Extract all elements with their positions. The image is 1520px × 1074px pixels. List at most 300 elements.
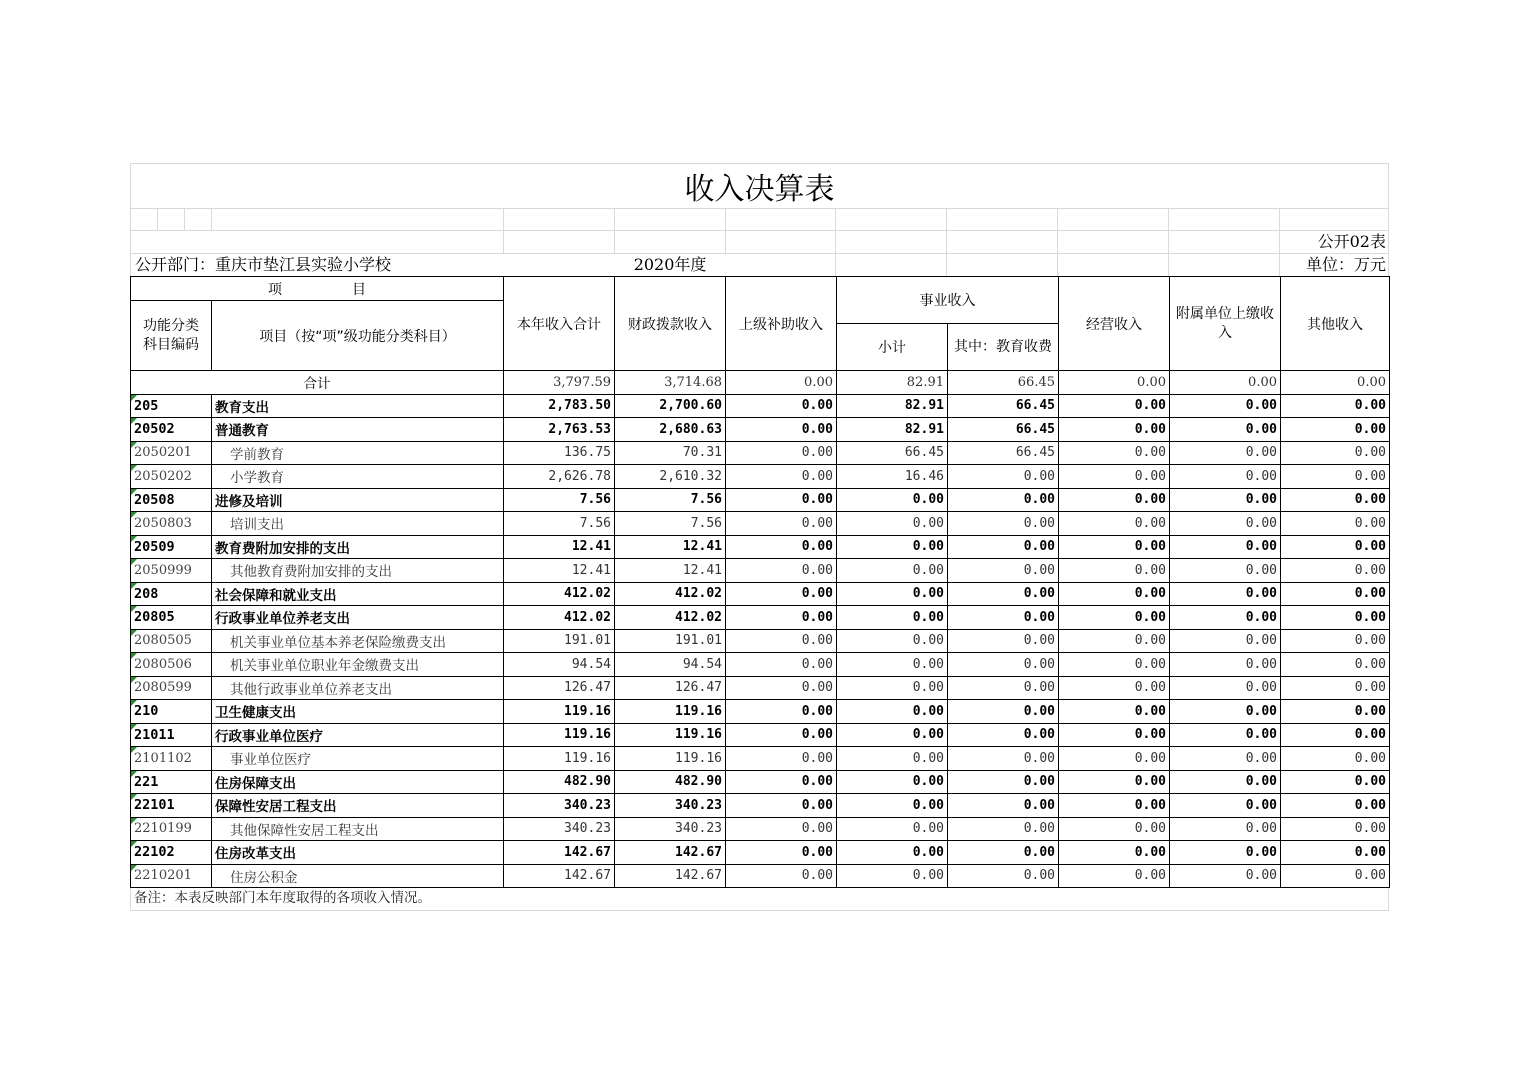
row-value: 412.02 [504,582,615,606]
row-value: 0.00 [1059,559,1170,583]
row-code [131,606,212,630]
table-row [131,512,1390,536]
row-value: 0.00 [1059,747,1170,771]
total-cell: 66.45 [948,371,1059,395]
row-value: 0.00 [948,629,1059,653]
row-value: 0.00 [837,817,948,841]
row-value: 94.54 [504,653,615,677]
row-value: 0.00 [837,629,948,653]
row-value: 0.00 [1059,418,1170,442]
row-name: 教育费附加安排的支出 [212,535,504,559]
table-row [131,747,1390,771]
row-code-text: 208 [134,585,159,602]
cell-marker-icon [131,747,137,753]
header-operating-income: 经营收入 [1059,277,1170,371]
table-row [131,394,1390,418]
row-value: 0.00 [837,535,948,559]
row-value: 340.23 [615,817,726,841]
row-value: 0.00 [1170,700,1281,724]
row-value: 16.46 [837,465,948,489]
total-label: 合计 [131,371,504,395]
total-cell: 3,714.68 [615,371,726,395]
cell-marker-icon [131,583,137,589]
row-value: 119.16 [504,700,615,724]
department-label: 公开部门：重庆市垫江县实验小学校 [131,253,615,276]
row-name: 小学教育 [212,465,504,489]
row-value: 0.00 [1059,629,1170,653]
row-code [131,629,212,653]
cell-marker-icon [131,771,137,777]
row-value: 0.00 [1170,747,1281,771]
row-code-text: 221 [134,773,159,790]
total-row [131,371,1390,395]
cell-marker-icon [131,700,137,706]
row-value: 0.00 [726,747,837,771]
row-value: 0.00 [948,817,1059,841]
row-value: 0.00 [837,723,948,747]
row-value: 482.90 [615,770,726,794]
row-value: 0.00 [837,770,948,794]
table-row [131,841,1390,865]
header-business-income: 事业收入 [837,277,1059,324]
header-business-subtotal: 小计 [837,324,948,371]
row-value: 0.00 [948,512,1059,536]
row-code [131,535,212,559]
row-value: 126.47 [615,676,726,700]
row-value: 119.16 [615,723,726,747]
row-code [131,488,212,512]
row-value: 0.00 [726,512,837,536]
row-code [131,394,212,418]
row-value: 0.00 [1281,465,1390,489]
row-name: 学前教育 [212,441,504,465]
total-cell: 3,797.59 [504,371,615,395]
row-value: 0.00 [1170,394,1281,418]
row-value: 0.00 [948,606,1059,630]
row-code-text: 2080599 [134,680,192,696]
cell-marker-icon [131,630,137,636]
row-value: 0.00 [726,535,837,559]
row-value: 0.00 [1281,747,1390,771]
sheet-title: 收入决算表 [130,163,1389,208]
row-value: 12.41 [615,535,726,559]
row-value: 0.00 [837,841,948,865]
cell-marker-icon [131,559,137,565]
row-value: 0.00 [948,747,1059,771]
header-item: 项 目 [131,277,504,301]
row-value: 0.00 [726,723,837,747]
row-code [131,747,212,771]
row-value: 0.00 [1281,582,1390,606]
row-value: 0.00 [1281,559,1390,583]
unit-label: 单位：万元 [1280,253,1389,276]
row-code [131,770,212,794]
row-code-text: 20805 [134,609,175,626]
row-value: 2,763.53 [504,418,615,442]
header-affiliated-income: 附属单位上缴收入 [1170,277,1281,371]
row-value: 0.00 [1281,723,1390,747]
row-value: 0.00 [1281,606,1390,630]
row-value: 0.00 [1059,770,1170,794]
row-value: 142.67 [504,864,615,888]
row-code-text: 20508 [134,491,175,508]
row-code [131,794,212,818]
row-value: 0.00 [726,441,837,465]
cell-marker-icon [131,677,137,683]
row-value: 0.00 [1170,841,1281,865]
row-code [131,441,212,465]
row-value: 0.00 [726,559,837,583]
income-table [130,276,1390,888]
total-cell: 82.91 [837,371,948,395]
row-value: 94.54 [615,653,726,677]
row-value: 0.00 [1170,864,1281,888]
row-value: 12.41 [504,535,615,559]
footnote: 备注：本表反映部门本年度取得的各项收入情况。 [130,888,1389,911]
row-name: 住房改革支出 [212,841,504,865]
cell-marker-icon [131,465,137,471]
row-value: 0.00 [1170,441,1281,465]
row-value: 0.00 [1059,723,1170,747]
row-value: 0.00 [1281,488,1390,512]
row-value: 0.00 [1059,653,1170,677]
row-value: 0.00 [1059,794,1170,818]
row-value: 0.00 [1281,441,1390,465]
table-row [131,676,1390,700]
row-value: 0.00 [1170,512,1281,536]
row-value: 0.00 [1281,676,1390,700]
cell-marker-icon [131,489,137,495]
row-value: 0.00 [1059,841,1170,865]
row-code [131,723,212,747]
row-value: 0.00 [726,864,837,888]
table-row [131,864,1390,888]
table-row [131,535,1390,559]
row-value: 12.41 [504,559,615,583]
row-value: 0.00 [837,864,948,888]
row-value: 0.00 [1170,606,1281,630]
row-code-text: 2050201 [134,445,192,461]
row-name: 进修及培训 [212,488,504,512]
row-value: 0.00 [1059,441,1170,465]
row-name: 事业单位医疗 [212,747,504,771]
table-row [131,559,1390,583]
row-value: 0.00 [1059,676,1170,700]
row-value: 82.91 [837,394,948,418]
row-value: 126.47 [504,676,615,700]
cell-marker-icon [131,865,137,871]
row-name: 社会保障和就业支出 [212,582,504,606]
table-row [131,418,1390,442]
row-value: 142.67 [615,841,726,865]
row-value: 340.23 [504,794,615,818]
row-value: 0.00 [837,512,948,536]
row-value: 0.00 [1281,653,1390,677]
row-value: 0.00 [837,653,948,677]
cell-marker-icon [131,818,137,824]
row-code-text: 22101 [134,797,175,814]
income-final-account-sheet [130,163,1389,911]
row-value: 0.00 [948,582,1059,606]
row-value: 0.00 [1170,465,1281,489]
row-value: 0.00 [837,676,948,700]
row-value: 0.00 [837,747,948,771]
row-value: 0.00 [837,700,948,724]
row-value: 0.00 [1281,418,1390,442]
row-value: 119.16 [504,723,615,747]
table-row [131,465,1390,489]
total-cell: 0.00 [1170,371,1281,395]
row-value: 119.16 [615,747,726,771]
row-value: 0.00 [726,629,837,653]
cell-marker-icon [131,442,137,448]
row-value: 191.01 [615,629,726,653]
fiscal-year: 2020年度 [615,253,726,276]
form-number: 公开02表 [1280,230,1389,253]
row-code [131,841,212,865]
cell-marker-icon [131,724,137,730]
row-name: 其他保障性安居工程支出 [212,817,504,841]
row-name: 普通教育 [212,418,504,442]
table-row [131,700,1390,724]
row-value: 0.00 [726,465,837,489]
row-value: 0.00 [1059,535,1170,559]
row-value: 0.00 [948,488,1059,512]
row-code-text: 2080505 [134,633,192,649]
cell-marker-icon [131,395,137,401]
row-value: 0.00 [948,465,1059,489]
row-code-text: 20502 [134,421,175,438]
row-value: 0.00 [1059,700,1170,724]
row-value: 0.00 [1281,841,1390,865]
row-value: 0.00 [948,864,1059,888]
row-value: 0.00 [948,841,1059,865]
row-value: 0.00 [726,794,837,818]
row-value: 0.00 [1059,817,1170,841]
row-name: 教育支出 [212,394,504,418]
row-value: 66.45 [837,441,948,465]
row-value: 0.00 [948,770,1059,794]
row-value: 0.00 [948,676,1059,700]
row-value: 0.00 [726,488,837,512]
row-code-text: 2050999 [134,562,192,578]
row-value: 0.00 [1170,535,1281,559]
row-value: 0.00 [1170,676,1281,700]
row-code-text: 20509 [134,538,175,555]
total-cell: 0.00 [1281,371,1390,395]
row-value: 0.00 [1170,488,1281,512]
row-value: 136.75 [504,441,615,465]
row-value: 2,700.60 [615,394,726,418]
row-value: 12.41 [615,559,726,583]
row-name: 机关事业单位职业年金缴费支出 [212,653,504,677]
row-value: 2,626.78 [504,465,615,489]
row-value: 0.00 [1170,582,1281,606]
row-code-text: 205 [134,397,159,414]
row-value: 412.02 [615,606,726,630]
department-row [130,253,1389,276]
blank-grid-row [130,208,1389,230]
row-value: 191.01 [504,629,615,653]
row-code [131,864,212,888]
row-value: 0.00 [1281,770,1390,794]
cell-marker-icon [131,841,137,847]
row-value: 0.00 [726,676,837,700]
row-value: 0.00 [837,794,948,818]
row-value: 0.00 [948,653,1059,677]
row-code [131,418,212,442]
row-value: 0.00 [1281,864,1390,888]
row-value: 7.56 [615,488,726,512]
row-value: 0.00 [948,794,1059,818]
cell-marker-icon [131,794,137,800]
row-value: 340.23 [504,817,615,841]
row-value: 0.00 [726,770,837,794]
row-value: 0.00 [1170,817,1281,841]
header-fiscal-income: 财政拨款收入 [615,277,726,371]
row-code [131,676,212,700]
cell-marker-icon [131,653,137,659]
row-value: 0.00 [837,488,948,512]
row-value: 412.02 [504,606,615,630]
row-value: 0.00 [837,582,948,606]
row-value: 66.45 [948,394,1059,418]
table-row [131,488,1390,512]
row-value: 0.00 [1170,794,1281,818]
header-superior-income: 上级补助收入 [726,277,837,371]
row-value: 0.00 [1170,418,1281,442]
row-value: 66.45 [948,441,1059,465]
row-value: 0.00 [1059,864,1170,888]
row-value: 0.00 [1281,535,1390,559]
row-value: 482.90 [504,770,615,794]
row-value: 0.00 [948,723,1059,747]
row-value: 0.00 [726,606,837,630]
row-value: 7.56 [615,512,726,536]
row-value: 0.00 [1059,582,1170,606]
row-value: 0.00 [726,418,837,442]
row-code [131,512,212,536]
header-code: 功能分类科目编码 [131,301,212,371]
row-name: 行政事业单位养老支出 [212,606,504,630]
table-row [131,723,1390,747]
row-code-text: 2050202 [134,468,192,484]
row-name: 行政事业单位医疗 [212,723,504,747]
cell-marker-icon [131,606,137,612]
header-other-income: 其他收入 [1281,277,1390,371]
total-cell: 0.00 [726,371,837,395]
row-value: 0.00 [1170,629,1281,653]
cell-marker-icon [131,536,137,542]
row-value: 119.16 [615,700,726,724]
table-row [131,629,1390,653]
row-value: 0.00 [1059,512,1170,536]
table-row [131,817,1390,841]
row-value: 0.00 [726,841,837,865]
row-value: 0.00 [837,606,948,630]
row-value: 340.23 [615,794,726,818]
row-code-text: 2210199 [134,821,192,837]
row-value: 7.56 [504,488,615,512]
row-value: 0.00 [1281,394,1390,418]
row-value: 119.16 [504,747,615,771]
row-name: 培训支出 [212,512,504,536]
row-value: 0.00 [1059,465,1170,489]
row-value: 82.91 [837,418,948,442]
cell-marker-icon [131,418,137,424]
row-value: 0.00 [1170,653,1281,677]
row-value: 412.02 [615,582,726,606]
row-code [131,700,212,724]
cell-marker-icon [131,512,137,518]
row-value: 70.31 [615,441,726,465]
row-value: 0.00 [1281,817,1390,841]
row-code-text: 22102 [134,844,175,861]
row-code [131,817,212,841]
row-code-text: 2050803 [134,515,192,531]
row-name: 机关事业单位基本养老保险缴费支出 [212,629,504,653]
row-value: 0.00 [726,817,837,841]
row-name: 其他教育费附加安排的支出 [212,559,504,583]
row-name: 保障性安居工程支出 [212,794,504,818]
row-value: 0.00 [1059,606,1170,630]
header-business-edu-fee: 其中：教育收费 [948,324,1059,371]
row-value: 0.00 [726,582,837,606]
header-total-income: 本年收入合计 [504,277,615,371]
row-value: 2,783.50 [504,394,615,418]
row-value: 66.45 [948,418,1059,442]
row-value: 0.00 [948,559,1059,583]
row-name: 其他行政事业单位养老支出 [212,676,504,700]
row-value: 142.67 [504,841,615,865]
row-code-text: 21011 [134,726,175,743]
table-row [131,794,1390,818]
row-code-text: 2080506 [134,656,192,672]
table-row [131,653,1390,677]
row-value: 0.00 [948,700,1059,724]
row-code [131,653,212,677]
row-name: 住房保障支出 [212,770,504,794]
row-code-text: 210 [134,703,159,720]
table-row [131,606,1390,630]
row-value: 2,680.63 [615,418,726,442]
row-name: 卫生健康支出 [212,700,504,724]
row-code-text: 2101102 [134,750,192,766]
row-value: 0.00 [726,394,837,418]
row-value: 2,610.32 [615,465,726,489]
row-value: 0.00 [1281,629,1390,653]
row-value: 0.00 [1059,394,1170,418]
row-value: 0.00 [726,700,837,724]
row-name: 住房公积金 [212,864,504,888]
row-code [131,559,212,583]
table-row [131,441,1390,465]
row-value: 0.00 [1281,794,1390,818]
row-value: 0.00 [1170,559,1281,583]
form-number-row [130,230,1389,253]
row-code [131,582,212,606]
row-value: 0.00 [1059,488,1170,512]
row-value: 0.00 [1170,770,1281,794]
row-code-text: 2210201 [134,868,192,884]
table-row [131,770,1390,794]
row-value: 0.00 [1281,700,1390,724]
row-value: 0.00 [948,535,1059,559]
row-code [131,465,212,489]
row-value: 7.56 [504,512,615,536]
row-value: 0.00 [1170,723,1281,747]
total-cell: 0.00 [1059,371,1170,395]
